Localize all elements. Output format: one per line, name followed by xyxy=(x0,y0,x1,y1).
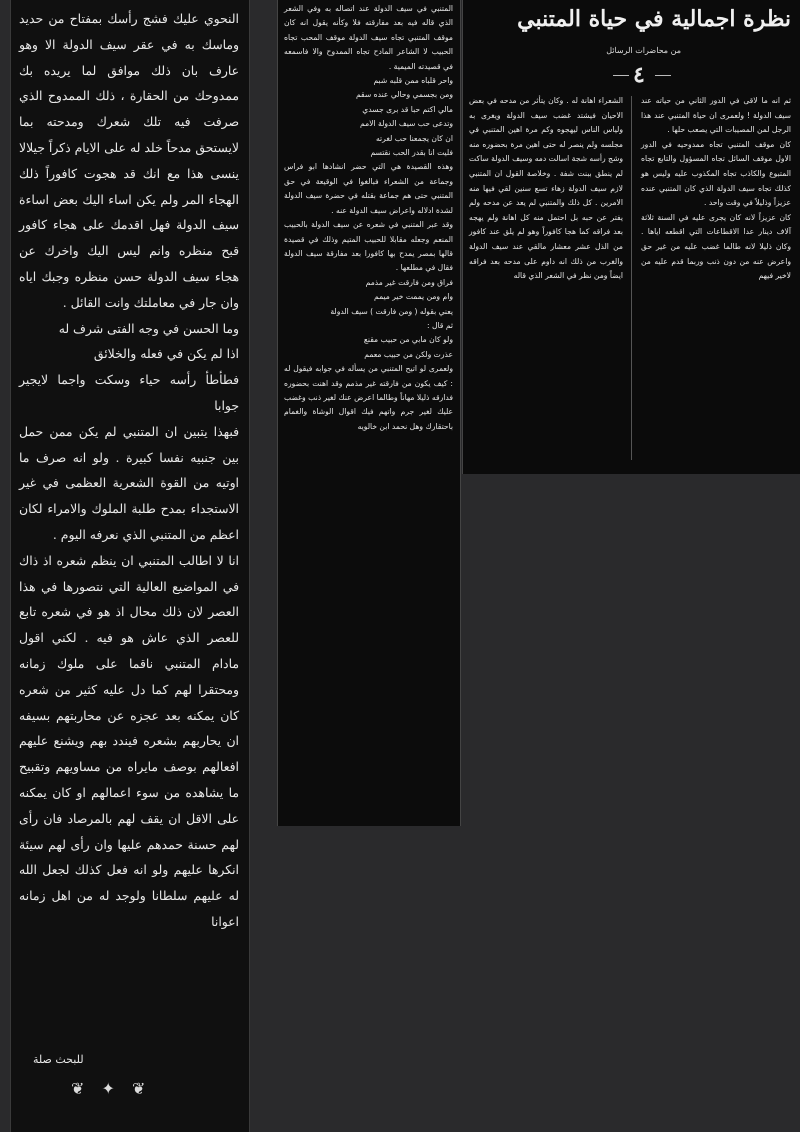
clipping-left-column xyxy=(10,0,250,1132)
section-numeral: ٤ xyxy=(633,62,645,88)
middle-column-text: المتنبي في سيف الدولة عند اتصاله به وفي الشعر الذي قاله فيه بعد مفارقته فلا وكأنه يقول انه كان موقف المتنبي تجاه سيف الدولة موقف المحب تجاه الحبيب لا الشاعر المادح تجاه الممدوح والا فاسمعه في قصيدته الميمية . واحر قلباه ممن قلبه شبم ومن بجسمي وحالي عنده سقم مالي اكتم حبا قد برى جسدي وتدعى حب سيف الدولة الامم ان كان يجمعنا حب لغرته فليت انا بقدر الحب نقتسم وهذه القصيدة هي التي حضر انشادها ابو فراس وجماعة من الشعراء فبالغوا في الوقيعة في حق المتنبي حتى هم جماعة بقتله في حضرة سيف الدولة لشدة ادلاله واعراض سيف الدولة عنه . وقد عبر المتنبي في شعره عن سيف الدولة بالحبيب المنعم وجعله مقابلا للحبيب المتيم وذلك في قصيدة قالها بمصر يمدح بها كافورا بعد مفارقة سيف الدولة فقال في مطلعها . فراق ومن فارقت غير مذمم وام ومن يممت خير ميمم يعني بقوله ( ومن فارقت ) سيف الدولة ثم قال : ولو كان مابي من حبيب مقنع عذرت ولكن من حبيب معمم ولعمرى لو اتيح المتنبي من يسأله في جوابه فيقول له : كيف يكون من فارقته غير مذمم وقد اهنت بحضوره فدارقه ذليلا مهاناً وطالما اعرض عنك لغير ذنب وغضب عليك لغير جرم واتهم فيك اقوال الوشاة والغمام باحتقارك وهل نحمد ابن خالويه xyxy=(284,4,453,431)
clipping-middle-column xyxy=(277,0,461,826)
ornament-divider: ❦ ✦ ❦ xyxy=(71,1079,152,1098)
to-be-continued-note: للبحث صلة xyxy=(33,1053,84,1066)
article-byline: من محاضرات الرسائل xyxy=(606,46,681,55)
article-column-right: ثم انه ما لاقى في الدور الثاني من حياته عند سيف الدولة ! ولعمرى ان حياة المتنبي عند هذا الرجل لمن المصيبات التي يصعب حلها . كان موقف المتنبي تجاه ممدوحيه في الدور الاول موقف السائل تجاه المسؤول والتابع تجاه المتبوع والكاذب تجاه المكذوب عليه وليس هو كذلك تجاه سيف الدولة الذي كان المتنبي عنده عزيزاً وذليلاً في وقت واحد . كان عزيزاً لانه كان يجرى عليه في السنة ثلاثة آلاف دينار عدا الاقطاعات التي اقطعه اياها . وكان ذليلا لانه طالما غضب عليه من غير حق واعرض عنه من دون ذنب وربما قدم عليه من لاخير فيهم xyxy=(641,96,791,281)
article-title: نظرة اجمالية في حياة المتنبي xyxy=(517,6,791,32)
clipping-article-head xyxy=(462,0,800,474)
column-divider xyxy=(631,96,632,460)
left-column-text: النحوي عليك فشج رأسك بمفتاح من حديد وماسك به في عقر سيف الدولة الا وهو عارف بان ذلك موافق لما يريده بك ممدوحك من الحقارة ، ذلك الممدوح الذي صرفت فيه تلك شعرك ومدحته بما لايستحق مدحاً خلد له على الايام ذكراً جيلالا ينسى هذا مع انك قد هجوت كافوراً ذلك الهجاء المر ولم يكن اساء اليك بعض اساءة سيف الدولة فهل اقدمك على هجاء كافور قبح منظره وانم ليس اليك واخرك عن هجاء سيف الدولة حسن منظره وجبك اياه وان جار في معاملتك وانت القائل . وما الحسن في وجه الفتى شرف له اذا لم يكن في فعله والخلائق فطأطأ رأسه حياء وسكت واجما لايجير جوابا فبهذا يتبين ان المتنبي لم يكن ممن حمل بين جنبيه نفسا كبيرة . ولو انه صرف ما اوتيه من القوة الشعرية العظمى في غير الاستجداء بمدح طلبة الملوك والامراء لكان اعظم من المتنبي الذي نعرفه اليوم . انا لا اطالب المتنبي ان ينظم شعره اذ ذاك في المواضيع العالية التي نتصورها في هذا العصر لان ذلك محال اذ هو في شعره تابع للعصر الذي عاش هو فيه . لكني اقول مادام المتنبي ناقما على ملوك زمانه ومحتقرا لهم كما دل عليه كثير من شعره كان يمكنه بعد عجزه عن محاربتهم بسيفه ان يحاربهم بشعره فيندد بهم ويشنع عليهم افعالهم بوصف مايراه من مساويهم وتقبيح ما يشاهده من سوء اعمالهم او كان يمكنه على الاقل ان يقف لهم بالمرصاد فان رأى لهم حسنة حمدهم عليها وان رأى لهم سيئة انكرها عليهم ولو انه فعل كذلك لجعل الله له عليهم سلطانا ولوجد له من اهل زمانه اعوانا xyxy=(19,11,239,929)
numeral-rule-left xyxy=(613,75,629,76)
numeral-rule-right xyxy=(655,75,671,76)
article-column-left: الشعراء اهانة له . وكان يتأثر من مدحه في بعض الاحيان فيشتد غضب سيف الدولة ويغرى به ولياس الناس ليهجوه وكم مرة اهين المتنبي في مجلسه ولم ينصر له حتى اهين مرة بحضوره منه وشج رأسه شجة اسالت دمه وسيف الدولة ساكت لم ينطق ببنت شفة . وخلاصة القول ان المتنبي لازم سيف الدولة زهاء تسع سنين لقي فيها منه الامرين . كل ذلك والمتنبي لم يعد عن مدحه ولم يفتر عن حبه بل احتمل منه كل اهانة ولم يهجه بعد فراقه كما هجا كافوراً وهو لم يلق عند كافور من الذل عشر معشار مالقي عند سيف الدولة والغرب من ذلك انه داوم على مدحه بعد فراقه ايضاً ومن نظر في الشعر الذي قاله xyxy=(469,96,623,281)
